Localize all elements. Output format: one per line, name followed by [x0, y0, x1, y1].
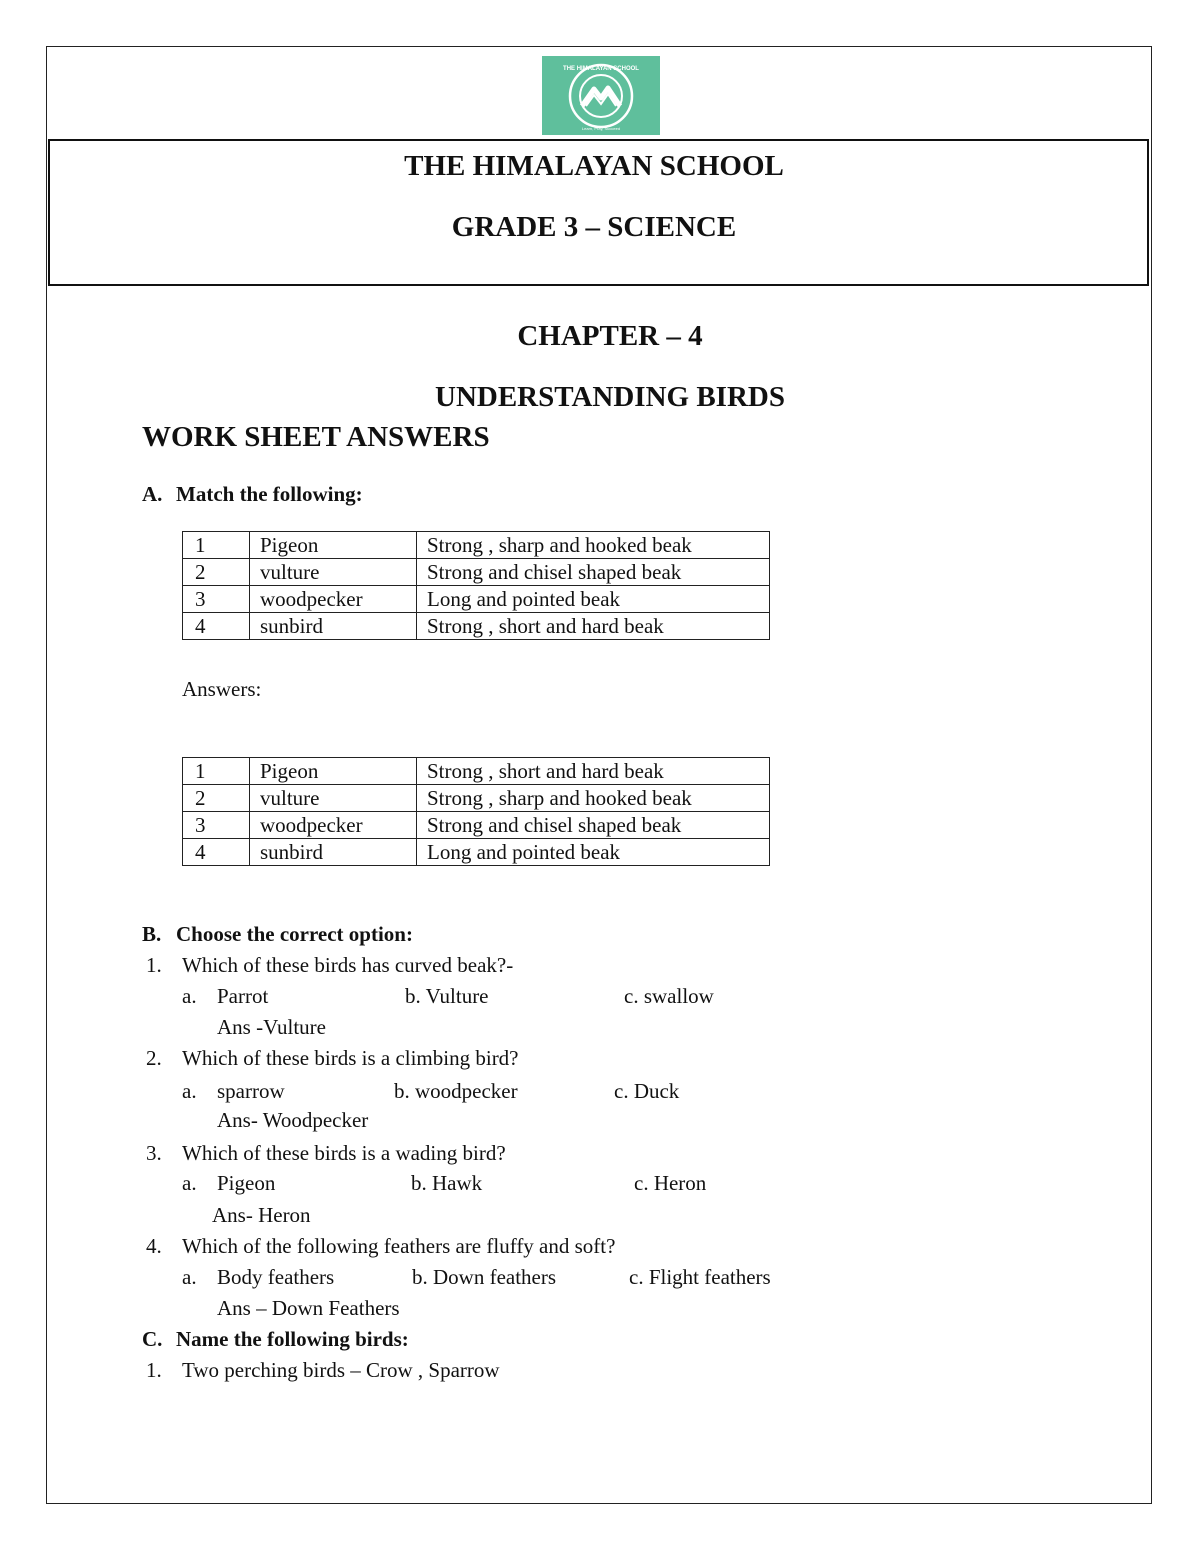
table-cell: vulture — [250, 785, 417, 812]
question-text: Which of these birds has curved beak?- — [182, 953, 514, 977]
section-letter: B. — [142, 922, 162, 946]
table-cell: 1 — [183, 758, 250, 785]
section-a-heading — [142, 482, 363, 507]
option-letter: a. — [182, 1265, 197, 1289]
table-row — [183, 532, 770, 559]
table-cell: Strong and chisel shaped beak — [417, 812, 770, 839]
option-a: Pigeon — [217, 1171, 276, 1195]
table-cell: 4 — [183, 839, 250, 866]
table-row — [183, 586, 770, 613]
table-cell: 3 — [183, 812, 250, 839]
answer-text: Ans – Down Feathers — [217, 1296, 400, 1320]
table-cell: sunbird — [250, 839, 417, 866]
option-b: b. woodpecker — [394, 1079, 518, 1103]
table-row — [183, 559, 770, 586]
table-cell: Long and pointed beak — [417, 839, 770, 866]
table-cell: 2 — [183, 559, 250, 586]
table-cell: Strong , sharp and hooked beak — [417, 785, 770, 812]
table-cell: 3 — [183, 586, 250, 613]
option-a: sparrow — [217, 1079, 285, 1103]
answer-text: Ans- Woodpecker — [217, 1108, 369, 1132]
svg-text:Learn, Pray, Succeed: Learn, Pray, Succeed — [581, 126, 621, 131]
table-row — [183, 785, 770, 812]
section-c-heading — [142, 1327, 409, 1352]
table-cell: Long and pointed beak — [417, 586, 770, 613]
question-number: 3. — [146, 1141, 162, 1165]
table-cell: 1 — [183, 532, 250, 559]
table-row — [183, 812, 770, 839]
option-b: b. Hawk — [411, 1171, 483, 1195]
option-letter: a. — [182, 984, 197, 1008]
topic-title: UNDERSTANDING BIRDS — [435, 381, 785, 413]
section-title: Match the following: — [176, 482, 363, 506]
table-cell: Pigeon — [250, 532, 417, 559]
table-cell: 2 — [183, 785, 250, 812]
table-cell: Strong , short and hard beak — [417, 758, 770, 785]
item-text: Two perching birds – Crow , Sparrow — [182, 1358, 500, 1382]
chapter-title: CHAPTER – 4 — [517, 320, 703, 352]
table-cell: Strong , short and hard beak — [417, 613, 770, 640]
table-cell: woodpecker — [250, 812, 417, 839]
answer-text: Ans- Heron — [212, 1203, 311, 1227]
school-logo-emblem — [542, 56, 660, 135]
question-text: Which of the following feathers are fluffy and soft? — [182, 1234, 616, 1258]
table-row — [183, 758, 770, 785]
option-b: b. Down feathers — [412, 1265, 557, 1289]
question-text: Which of these birds is a climbing bird? — [182, 1046, 519, 1070]
school-name: THE HIMALAYAN SCHOOL — [404, 150, 784, 182]
question-text: Which of these birds is a wading bird? — [182, 1141, 506, 1165]
option-a: Body feathers — [217, 1265, 335, 1289]
option-c: c. Heron — [634, 1171, 707, 1195]
option-c: c. Flight feathers — [629, 1265, 771, 1289]
option-letter: a. — [182, 1079, 197, 1103]
option-a: Parrot — [217, 984, 269, 1008]
section-b-heading — [142, 922, 413, 947]
section-letter: A. — [142, 482, 163, 506]
option-c: c. Duck — [614, 1079, 680, 1103]
table-cell: sunbird — [250, 613, 417, 640]
question-number: 4. — [146, 1234, 162, 1258]
school-logo — [542, 56, 660, 135]
grade-subject: GRADE 3 – SCIENCE — [451, 211, 737, 243]
option-b: b. Vulture — [405, 984, 489, 1008]
option-letter: a. — [182, 1171, 197, 1195]
table-cell: Pigeon — [250, 758, 417, 785]
table-cell: Strong and chisel shaped beak — [417, 559, 770, 586]
answers-label: Answers: — [182, 677, 262, 701]
section-title: Name the following birds: — [176, 1327, 409, 1351]
question-number: 2. — [146, 1046, 162, 1070]
table-row — [183, 839, 770, 866]
section-title: Choose the correct option: — [176, 922, 413, 946]
answer-text: Ans -Vulture — [217, 1015, 326, 1039]
question-number: 1. — [146, 953, 162, 977]
item-number: 1. — [146, 1358, 162, 1382]
table-cell: vulture — [250, 559, 417, 586]
worksheet-title: WORK SHEET ANSWERS — [142, 421, 490, 453]
svg-text:THE HIMALAYAN SCHOOL: THE HIMALAYAN SCHOOL — [563, 66, 639, 72]
match-answer-table — [182, 757, 770, 866]
table-cell: woodpecker — [250, 586, 417, 613]
table-cell: 4 — [183, 613, 250, 640]
section-letter: C. — [142, 1327, 163, 1351]
table-cell: Strong , sharp and hooked beak — [417, 532, 770, 559]
match-question-table — [182, 531, 770, 640]
table-row — [183, 613, 770, 640]
option-c: c. swallow — [624, 984, 714, 1008]
